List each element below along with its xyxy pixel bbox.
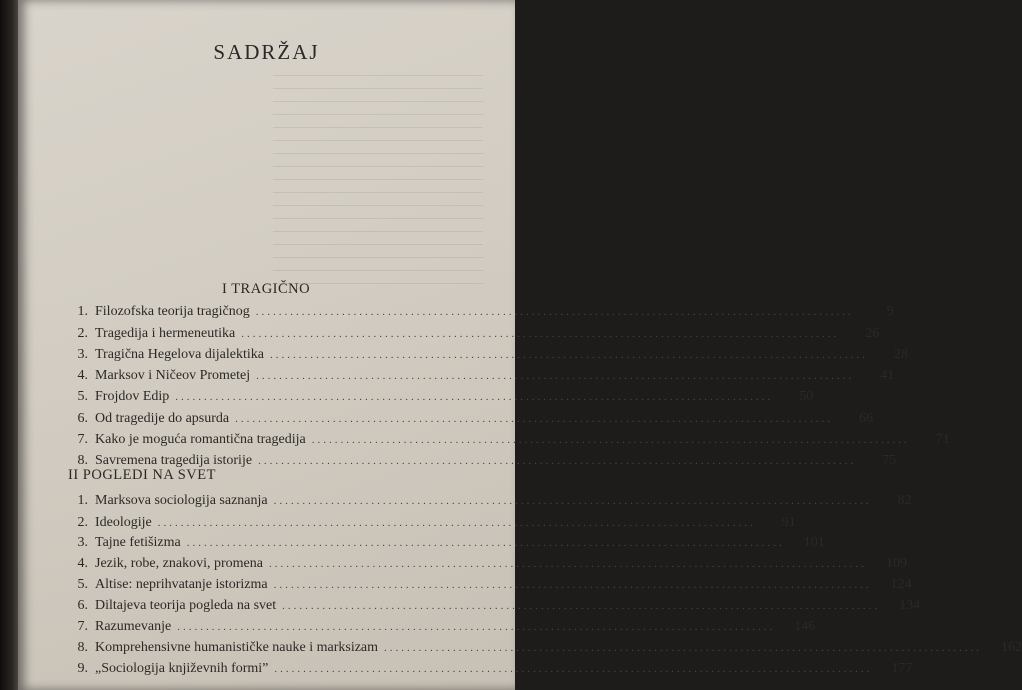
entry-title: Razumevanje — [95, 619, 172, 634]
entry-page-number: 66 — [859, 411, 874, 426]
entry-title: Komprehensivne humanističke nauke i marksizam — [95, 640, 379, 655]
entry-number: 5. — [77, 577, 88, 592]
entry-page-number: 91 — [781, 515, 796, 530]
entry-number: 3. — [77, 535, 88, 550]
entry-title: Altise: neprihvatanje istorizma — [95, 577, 268, 592]
entry-title: Tajne fetišizma — [95, 535, 181, 550]
dot-leader: ........................................................................................................ — [256, 370, 855, 382]
book-page — [18, 0, 1022, 690]
dot-leader: ........................................................................................................ — [157, 517, 756, 529]
toc-entry — [66, 493, 912, 511]
entry-title: „Sociologija književnih formi” — [95, 661, 269, 676]
dot-leader: ........................................................................................................ — [273, 579, 872, 591]
dot-leader: ........................................................................................................ — [268, 558, 867, 570]
entry-number: 9. — [77, 661, 88, 676]
show-through-text — [273, 75, 483, 305]
entry-page-number: 75 — [882, 453, 897, 468]
entry-page-number: 71 — [935, 432, 950, 447]
toc-entry — [66, 304, 894, 322]
entry-number: 4. — [77, 556, 88, 571]
dot-leader: ........................................................................................................ — [282, 600, 881, 612]
entry-title: Filozofska teorija tragičnog — [95, 304, 250, 319]
entry-number: 5. — [77, 389, 88, 404]
entry-number: 7. — [77, 619, 88, 634]
toc-entry — [66, 640, 1022, 658]
dot-leader: ........................................................................................................ — [186, 537, 785, 549]
page-title: SADRŽAJ — [213, 40, 320, 64]
toc-entry — [66, 411, 874, 429]
dot-leader: ........................................................................................................ — [235, 413, 834, 425]
entry-title: Tragedija i hermeneutika — [95, 326, 236, 341]
entry-title: Ideologije — [95, 515, 152, 530]
dot-leader: ........................................................................................................ — [274, 663, 873, 675]
entry-title: Od tragedije do apsurda — [95, 411, 230, 426]
entry-number: 3. — [77, 347, 88, 362]
entry-number: 8. — [77, 453, 88, 468]
dot-leader: ........................................................................................................ — [177, 621, 776, 633]
entry-title: Diltajeva teorija pogleda na svet — [95, 598, 277, 613]
entry-title: Kako je moguća romantična tragedija — [95, 432, 306, 447]
entry-page-number: 82 — [897, 493, 912, 508]
toc-entry — [66, 389, 814, 407]
part-2-heading: II POGLEDI NA SVET — [68, 467, 216, 483]
entry-title: Jezik, robe, znakovi, promena — [95, 556, 263, 571]
entry-page-number: 162 — [1001, 640, 1022, 655]
dot-leader: ........................................................................................................ — [258, 455, 857, 467]
entry-page-number: 134 — [899, 598, 921, 613]
entry-page-number: 50 — [799, 389, 814, 404]
entry-number: 1. — [77, 304, 88, 319]
entry-title: Marksova sociologija saznanja — [95, 493, 268, 508]
entry-page-number: 146 — [794, 619, 816, 634]
dot-leader: ........................................................................................................ — [175, 391, 774, 403]
toc-entry — [66, 661, 913, 679]
dot-leader: ........................................................................................................ — [273, 495, 872, 507]
dot-leader: ........................................................................................................ — [311, 434, 910, 446]
entry-number: 2. — [77, 515, 88, 530]
entry-title: Tragična Hegelova dijalektika — [95, 347, 264, 362]
dot-leader: ........................................................................................................ — [384, 642, 983, 654]
entry-page-number: 41 — [880, 368, 895, 383]
entry-number: 1. — [77, 493, 88, 508]
dot-leader: ........................................................................................................ — [255, 306, 854, 318]
entry-number: 8. — [77, 640, 88, 655]
part-1-heading: I TRAGIČNO — [222, 281, 311, 297]
entry-number: 6. — [77, 598, 88, 613]
entry-page-number: 9 — [886, 304, 894, 319]
entry-title: Savremena tragedija istorije — [95, 453, 253, 468]
toc-entry — [66, 535, 825, 553]
toc-entry — [66, 515, 796, 533]
dot-leader: ........................................................................................................ — [269, 349, 868, 361]
entry-page-number: 101 — [803, 535, 825, 550]
entry-page-number: 124 — [890, 577, 912, 592]
entry-number: 2. — [77, 326, 88, 341]
toc-entry — [66, 577, 912, 595]
entry-page-number: 109 — [885, 556, 907, 571]
entry-page-number: 177 — [891, 661, 913, 676]
toc-entry — [66, 556, 907, 574]
entry-page-number: 28 — [893, 347, 908, 362]
toc-entry — [66, 347, 908, 365]
entry-number: 4. — [77, 368, 88, 383]
toc-entry — [66, 432, 950, 450]
entry-number: 7. — [77, 432, 88, 447]
book-spine-shadow — [0, 0, 18, 690]
toc-entry — [66, 619, 816, 637]
entry-title: Frojdov Edip — [95, 389, 170, 404]
entry-title: Marksov i Ničeov Prometej — [95, 368, 251, 383]
toc-entry — [66, 326, 880, 344]
dot-leader: ........................................................................................................ — [241, 328, 840, 340]
entry-number: 6. — [77, 411, 88, 426]
toc-entry — [66, 368, 895, 386]
toc-entry — [66, 598, 921, 616]
entry-page-number: 26 — [865, 326, 880, 341]
